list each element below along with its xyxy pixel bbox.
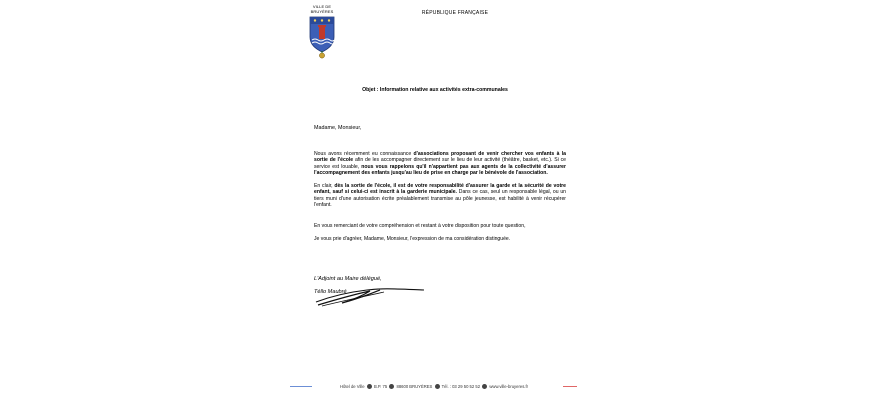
letter-salutation: Madame, Monsieur, — [314, 125, 362, 131]
paragraph-3: En vous remerciant de votre compréhension et restant à votre disposition pour toute question, — [314, 223, 526, 229]
paragraph-2 — [314, 183, 566, 209]
paragraph-1-bold-2: nous vous rappelons qu'il n'appartient pas aux agents de la collectivité d'assurer l'accompagnement des enfants jusqu'au lieu de prise en charge par le bénévole de l'association. — [314, 163, 566, 177]
footer-separator-icon — [482, 384, 487, 389]
footer-postcode-city: 88600 BRUYÈRES — [396, 384, 433, 389]
paragraph-4: Je vous prie d'agréer, Madame, Monsieur, l'expression de ma considération distinguée. — [314, 236, 511, 242]
republic-header: RÉPUBLIQUE FRANÇAISE — [421, 10, 489, 16]
footer-address: Hôtel de Ville — [340, 384, 365, 389]
paragraph-1-text-1: Nous avons récemment eu connaissance — [314, 151, 414, 157]
letter-subject: Objet : Information relative aux activités extra-communales — [362, 87, 508, 93]
signature-name: Téllo Maubré — [314, 289, 347, 295]
paragraph-1 — [314, 151, 566, 177]
handwritten-signature-icon — [312, 282, 432, 308]
paragraph-2-text-2: Dans ce cas, seul un responsable légal, ou un tiers muni d'une autorisation écrite préalablement transmise au pôle jeunesse, est habilité à venir récupérer l'enfant. — [314, 189, 566, 209]
footer-rule-left — [290, 386, 312, 387]
footer-phone: Tél. : 03 29 50 52 52 — [441, 384, 481, 389]
footer-po-box: B.P. 75 — [373, 384, 388, 389]
city-crest-block — [306, 4, 338, 59]
footer-separator-icon — [435, 384, 440, 389]
signature-role: L'Adjoint au Maire délégué, — [314, 276, 382, 282]
coat-of-arms-icon — [308, 15, 336, 59]
footer-rule-right — [563, 386, 577, 387]
crest-title-line2: BRUYÈRES — [310, 9, 334, 14]
footer-website[interactable]: www.ville-bruyeres.fr — [489, 384, 529, 389]
letter-footer — [340, 384, 550, 389]
footer-separator-icon — [389, 384, 394, 389]
paragraph-2-bold-1: dès la sortie de l'école, il est de votre responsabilité d'assurer la garde et la sécurité de votre enfant, sauf si celui-ci est inscrit à la garderie municipale. — [314, 183, 566, 196]
crest-title-line1: VILLE DE — [312, 4, 332, 9]
footer-separator-icon — [367, 384, 372, 389]
paragraph-1-bold-1: d'associations proposant de venir chercher vos enfants à la sortie de l'école — [314, 151, 566, 164]
paragraph-1-text-2: afin de les accompagner directement sur le lieu de leur activité (théâtre, basket, etc.). Si ce service est louable, — [314, 157, 566, 170]
paragraph-2-text-1: En clair, — [314, 183, 335, 189]
